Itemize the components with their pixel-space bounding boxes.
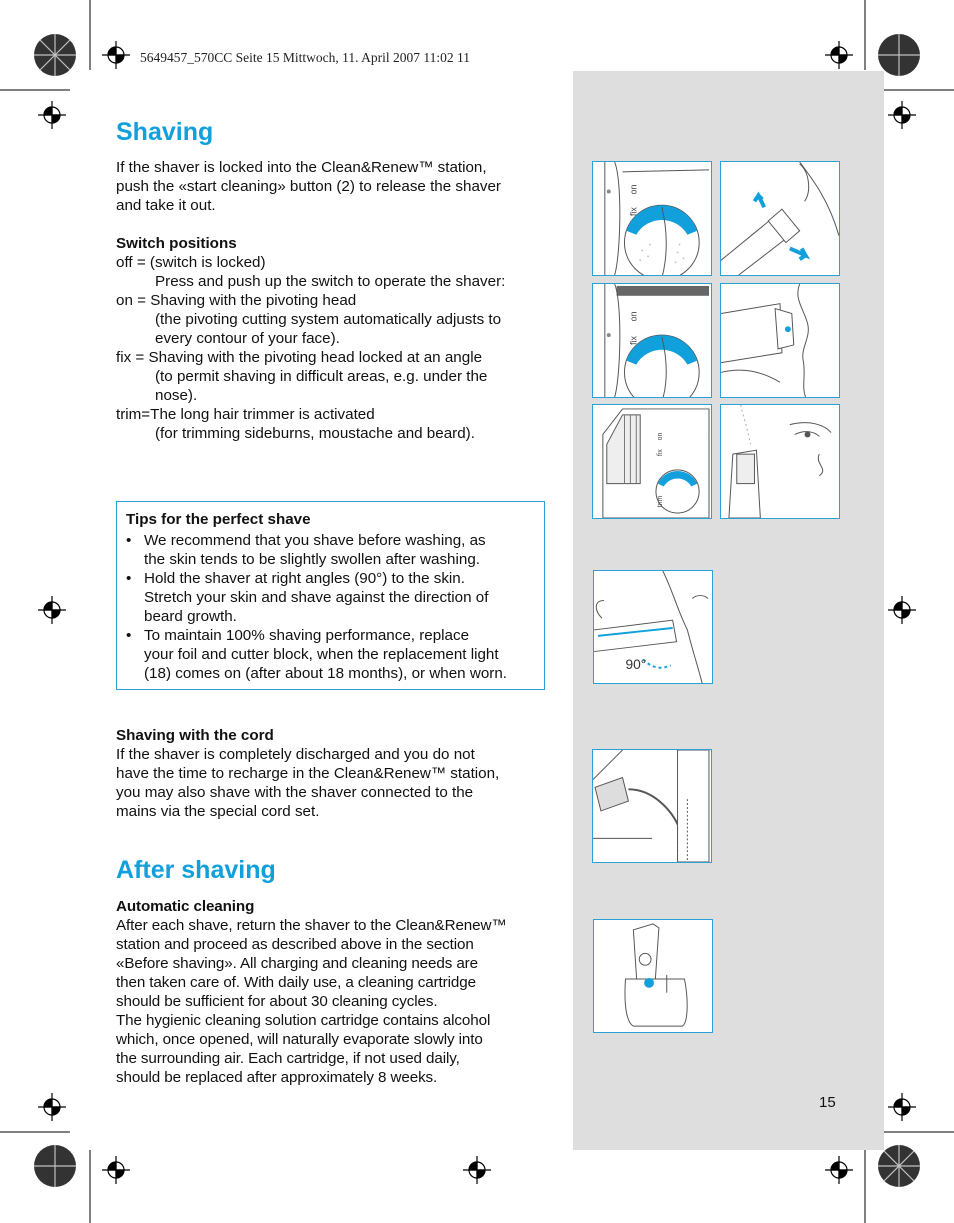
switch-line: (for trimming sideburns, moustache and beard). [155,425,475,442]
switch-label-fix: fix [656,449,664,457]
print-slug: 5649457_570CC Seite 15 Mittwoch, 11. April 2007 11:02 11 [140,50,470,65]
switch-line: every contour of your face). [155,330,340,347]
trimmer-illustration [593,405,711,518]
cord-section [116,726,556,821]
cord-line: If the shaver is completely discharged and you do not [116,746,475,763]
after-heading: Automatic cleaning [116,898,255,915]
after-shaving-text [116,897,556,1087]
tip-line: the skin tends to be slightly swollen after washing. [144,551,480,568]
figure-shaving-chin [720,283,840,398]
switch-line: fix = Shaving with the pivoting head locked at an angle [116,349,483,366]
switch-line: (the pivoting cutting system automatically adjusts to [155,311,502,328]
list-item [126,531,535,569]
bullet: • [126,570,132,587]
cord-line: mains via the special cord set. [116,803,320,820]
tips-box [116,501,545,690]
tips-list [126,531,535,683]
after-line: The hygienic cleaning solution cartridge contains alcohol [116,1012,491,1029]
tip-line: (18) comes on (after about 18 months), or when worn. [144,665,507,682]
intro-line: push the «start cleaning» button (2) to release the shaver [116,178,501,195]
shaving-angle-illustration [594,571,712,683]
cord-line: have the time to recharge in the Clean&Renew™ station, [116,765,500,782]
trimming-sideburns-illustration [721,405,839,518]
pivoting-head-illustration [721,162,839,275]
switch-line: nose). [155,387,198,404]
shaving-intro [116,158,556,215]
figure-trim-sideburns [720,404,840,519]
figure-cleaning-station [593,919,713,1033]
figure-90-degree [593,570,713,684]
switch-label-on: on [656,432,664,441]
clean-renew-station-illustration [594,920,712,1032]
tip-line: We recommend that you shave before washing, as [144,532,486,549]
switch-heading: Switch positions [116,235,237,252]
figure-pivot-head [720,161,840,276]
switch-line: (to permit shaving in difficult areas, e.g. under the [155,368,488,385]
bullet: • [126,627,132,644]
tips-heading: Tips for the perfect shave [126,511,311,528]
after-line: the surrounding air. Each cartridge, if not used daily, [116,1050,460,1067]
shaving-chin-illustration [721,284,839,397]
switch-label-fix: fix [628,207,639,217]
after-line: should be sufficient for about 30 cleaning cycles. [116,993,438,1010]
switch-positions [116,234,556,443]
intro-line: and take it out. [116,197,216,214]
after-line: which, once opened, will naturally evaporate slowly into [116,1031,483,1048]
switch-label-on: on [628,311,639,322]
after-line: station and proceed as described above in the section [116,936,474,953]
cord-set-illustration [593,750,711,862]
list-item [126,569,535,626]
switch-label-on: on [628,184,639,195]
figure-switch-on [592,283,712,398]
figure-switch-trim [592,404,712,519]
switch-line: on = Shaving with the pivoting head [116,292,357,309]
after-line: should be replaced after approximately 8 weeks. [116,1069,438,1086]
angle-label: 90° [625,657,647,673]
section-title-shaving: Shaving [116,118,214,146]
tip-line: your foil and cutter block, when the replacement light [144,646,499,663]
cord-heading: Shaving with the cord [116,727,274,744]
after-line: then taken care of. With daily use, a cleaning cartridge [116,974,476,991]
after-line: «Before shaving». All charging and cleaning needs are [116,955,478,972]
section-title-after-shaving: After shaving [116,856,276,884]
cord-line: you may also shave with the shaver connected to the [116,784,474,801]
bullet: • [126,532,132,549]
switch-line: trim=The long hair trimmer is activated [116,406,375,423]
tip-line: To maintain 100% shaving performance, replace [144,627,470,644]
list-item [126,626,535,683]
page-number: 15 [819,1094,836,1111]
tip-line: Stretch your skin and shave against the direction of [144,589,489,606]
switch-line: Press and push up the switch to operate the shaver: [155,273,506,290]
switch-line: off = (switch is locked) [116,254,266,271]
tip-line: Hold the shaver at right angles (90°) to the skin. [144,570,465,587]
intro-line: If the shaver is locked into the Clean&Renew™ station, [116,159,487,176]
shaver-switch-illustration [593,162,711,275]
figure-cord [592,749,712,863]
switch-label-fix: fix [628,336,639,345]
figure-switch-fix [592,161,712,276]
tip-line: beard growth. [144,608,237,625]
after-line: After each shave, return the shaver to the Clean&Renew™ [116,917,507,934]
shaver-switch-illustration [593,284,711,397]
switch-label-trim: trim [656,495,664,508]
